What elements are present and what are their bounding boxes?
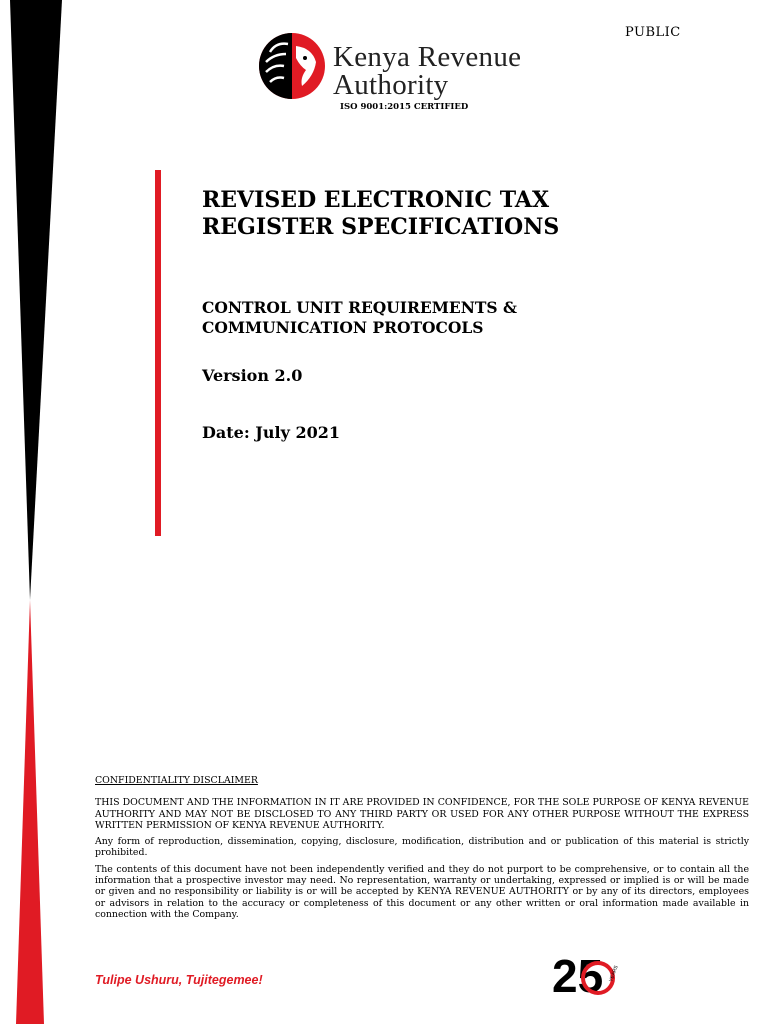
anniversary-badge-icon bbox=[552, 948, 622, 998]
disclaimer-heading: CONFIDENTIALITY DISCLAIMER bbox=[95, 775, 258, 786]
document-title: REVISED ELECTRONIC TAX REGISTER SPECIFICATIONS bbox=[202, 187, 560, 240]
disclaimer-paragraph: Any form of reproduction, dissemination, copying, disclosure, modification, distribution and or publication of this material is strictly prohibited. bbox=[95, 836, 749, 859]
slogan: Tulipe Ushuru, Tujitegemee! bbox=[95, 973, 263, 987]
disclaimer-paragraph: THIS DOCUMENT AND THE INFORMATION IN IT ARE PROVIDED IN CONFIDENCE, FOR THE SOLE PURPOSE OF KENYA REVENUE AUTHORITY AND MAY NOT BE DISCLOSED TO ANY THIRD PARTY OR USED FOR ANY OTHER PURPOSE WITHOUT THE EXPRESS WRITTEN PERMISSION OF KENYA REVENUE AUTHORITY. bbox=[95, 797, 749, 831]
confidentiality-disclaimer bbox=[95, 775, 749, 925]
accent-bar bbox=[155, 170, 161, 536]
logo-text-line2: Authority bbox=[333, 69, 449, 101]
document-version: Version 2.0 bbox=[202, 366, 303, 385]
iso-certification: ISO 9001:2015 CERTIFIED bbox=[340, 102, 469, 112]
anniversary-number: 25 bbox=[552, 950, 604, 998]
kra-logo bbox=[256, 32, 556, 117]
lion-emblem-icon bbox=[256, 32, 328, 100]
decorative-wedge bbox=[0, 0, 70, 1024]
document-subtitle: CONTROL UNIT REQUIREMENTS & COMMUNICATION PROTOCOLS bbox=[202, 298, 518, 337]
disclaimer-paragraph: The contents of this document have not been independently verified and they do not purport to be comprehensive, or to contain all the information that a prospective investor may need. No representation, warranty or undertaking, expressed or implied is or will be made or given and no responsibility or liability is or will be accepted by KENYA REVENUE AUTHORITY or by any of its directors, employees or advisors in relation to the accuracy or completeness of this document or any other written or oral information made available in connection with the Company. bbox=[95, 863, 749, 920]
document-date: Date: July 2021 bbox=[202, 423, 340, 442]
logo-text-line1: Kenya Revenue bbox=[333, 41, 522, 73]
classification-label: PUBLIC bbox=[625, 25, 681, 40]
anniversary-label: YEARS bbox=[608, 964, 620, 983]
